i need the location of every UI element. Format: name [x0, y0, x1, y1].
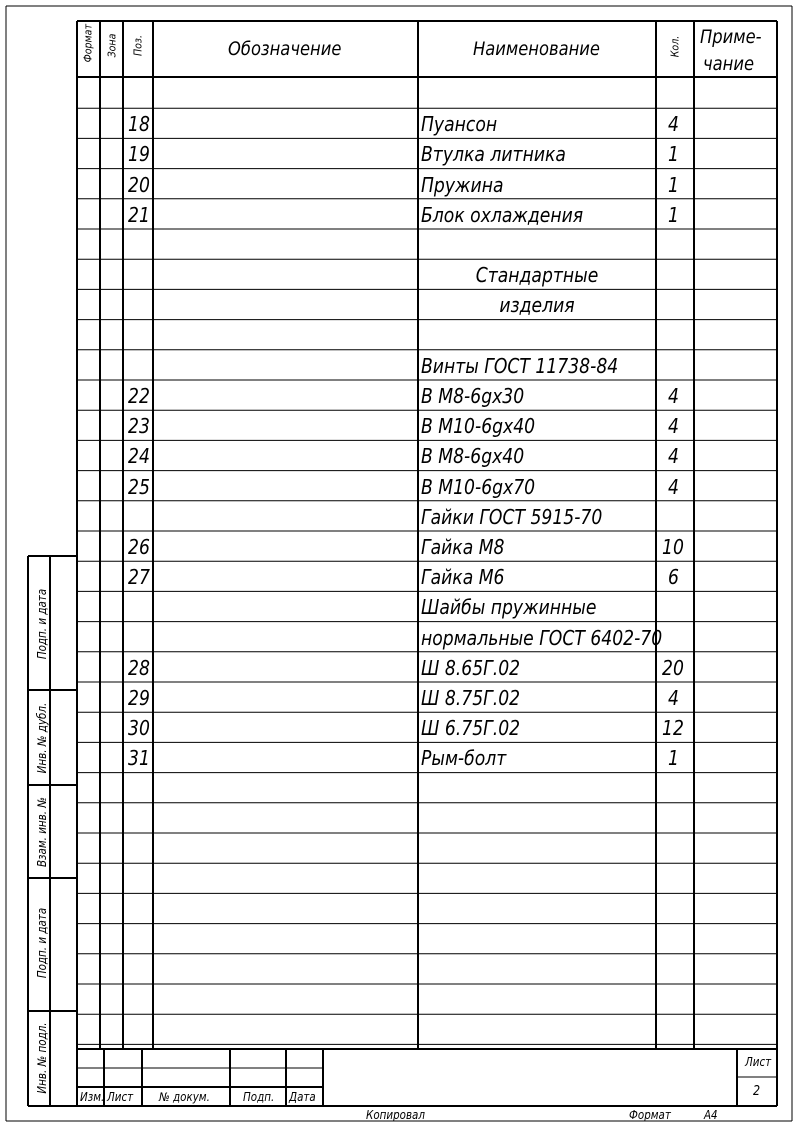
tb-doc-no: № докум.: [159, 1090, 210, 1104]
header-zone: Зона: [105, 33, 119, 58]
row-name: изделия: [499, 293, 575, 318]
row-qty: 6: [668, 565, 679, 590]
row-qty: 4: [668, 384, 679, 408]
row-pos: 21: [128, 202, 150, 227]
row-pos: 29: [128, 686, 150, 710]
side-inv-podl: Инв. № подл.: [35, 1022, 49, 1094]
row-pos: 28: [128, 655, 150, 680]
row-qty: 20: [662, 655, 684, 680]
row-name: Пружина: [421, 172, 504, 197]
row-pos: 31: [128, 746, 150, 771]
row-name: Втулка литника: [421, 142, 566, 167]
row-name: В М10-6gх70: [421, 474, 536, 499]
tb-izm: Изм.: [80, 1090, 105, 1104]
row-pos: 26: [128, 535, 150, 559]
row-qty: 1: [668, 202, 679, 227]
row-qty: 4: [668, 112, 679, 137]
tb-data: Дата: [289, 1090, 316, 1104]
side-podp-data-1: Подп. и дата: [35, 588, 49, 660]
row-name: Ш 6.75Г.02: [421, 716, 521, 741]
footer-format-value: А4: [704, 1108, 718, 1122]
header-note-line1: Приме-: [700, 26, 762, 48]
row-name: В М8-6gх40: [421, 444, 525, 469]
side-vzam-inv: Взам. инв. №: [35, 796, 49, 868]
row-qty: 4: [668, 414, 679, 439]
row-pos: 20: [128, 172, 150, 197]
row-pos: 25: [128, 474, 150, 499]
row-qty: 1: [668, 172, 679, 197]
row-pos: 18: [128, 112, 150, 137]
row-qty: 4: [668, 474, 679, 499]
row-name: Стандартные: [475, 263, 599, 288]
row-pos: 19: [128, 142, 150, 167]
row-qty: 1: [668, 142, 679, 167]
row-qty: 12: [662, 716, 684, 741]
row-qty: 4: [668, 444, 679, 469]
row-name: Гайки ГОСТ 5915-70: [421, 504, 603, 529]
footer-format-label: Формат: [629, 1108, 671, 1122]
row-pos: 30: [128, 716, 150, 741]
tb-sheet-no: 2: [753, 1084, 761, 1099]
side-podp-data-2: Подп. и дата: [35, 907, 49, 979]
tb-podp: Подп.: [243, 1090, 275, 1104]
row-name: Блок охлаждения: [421, 202, 584, 227]
tb-sheet-label: Лист: [745, 1055, 772, 1069]
header-format: Формат: [81, 24, 95, 63]
row-pos: 23: [128, 414, 150, 439]
row-name: Гайка М6: [421, 565, 505, 590]
row-name: В М10-6gх40: [421, 414, 536, 439]
row-pos: 22: [128, 384, 150, 408]
row-name: Ш 8.65Г.02: [421, 655, 521, 680]
row-name: нормальные ГОСТ 6402-70: [421, 625, 663, 650]
side-inv-dubl: Инв. № дубл.: [35, 702, 49, 774]
header-note-line2: чание: [703, 53, 755, 75]
row-qty: 10: [662, 535, 684, 559]
row-name: Рым-болт: [421, 746, 507, 771]
row-qty: 4: [668, 686, 679, 710]
row-name: Ш 8.75Г.02: [421, 686, 521, 710]
row-name: Гайка М8: [421, 535, 505, 559]
row-pos: 27: [128, 565, 150, 590]
row-pos: 24: [128, 444, 150, 469]
row-qty: 1: [668, 746, 679, 771]
header-designation: Обозначение: [228, 38, 342, 60]
row-name: Шайбы пружинные: [421, 595, 597, 620]
header-qty: Кол.: [668, 35, 682, 58]
header-pos: Поз.: [131, 35, 145, 56]
row-name: Пуансон: [421, 112, 498, 137]
tb-list: Лист: [107, 1090, 134, 1104]
header-name: Наименование: [473, 38, 600, 60]
footer-copied: Копировал: [366, 1108, 425, 1122]
row-name: В М8-6gх30: [421, 384, 525, 408]
row-name: Винты ГОСТ 11738-84: [421, 353, 619, 378]
